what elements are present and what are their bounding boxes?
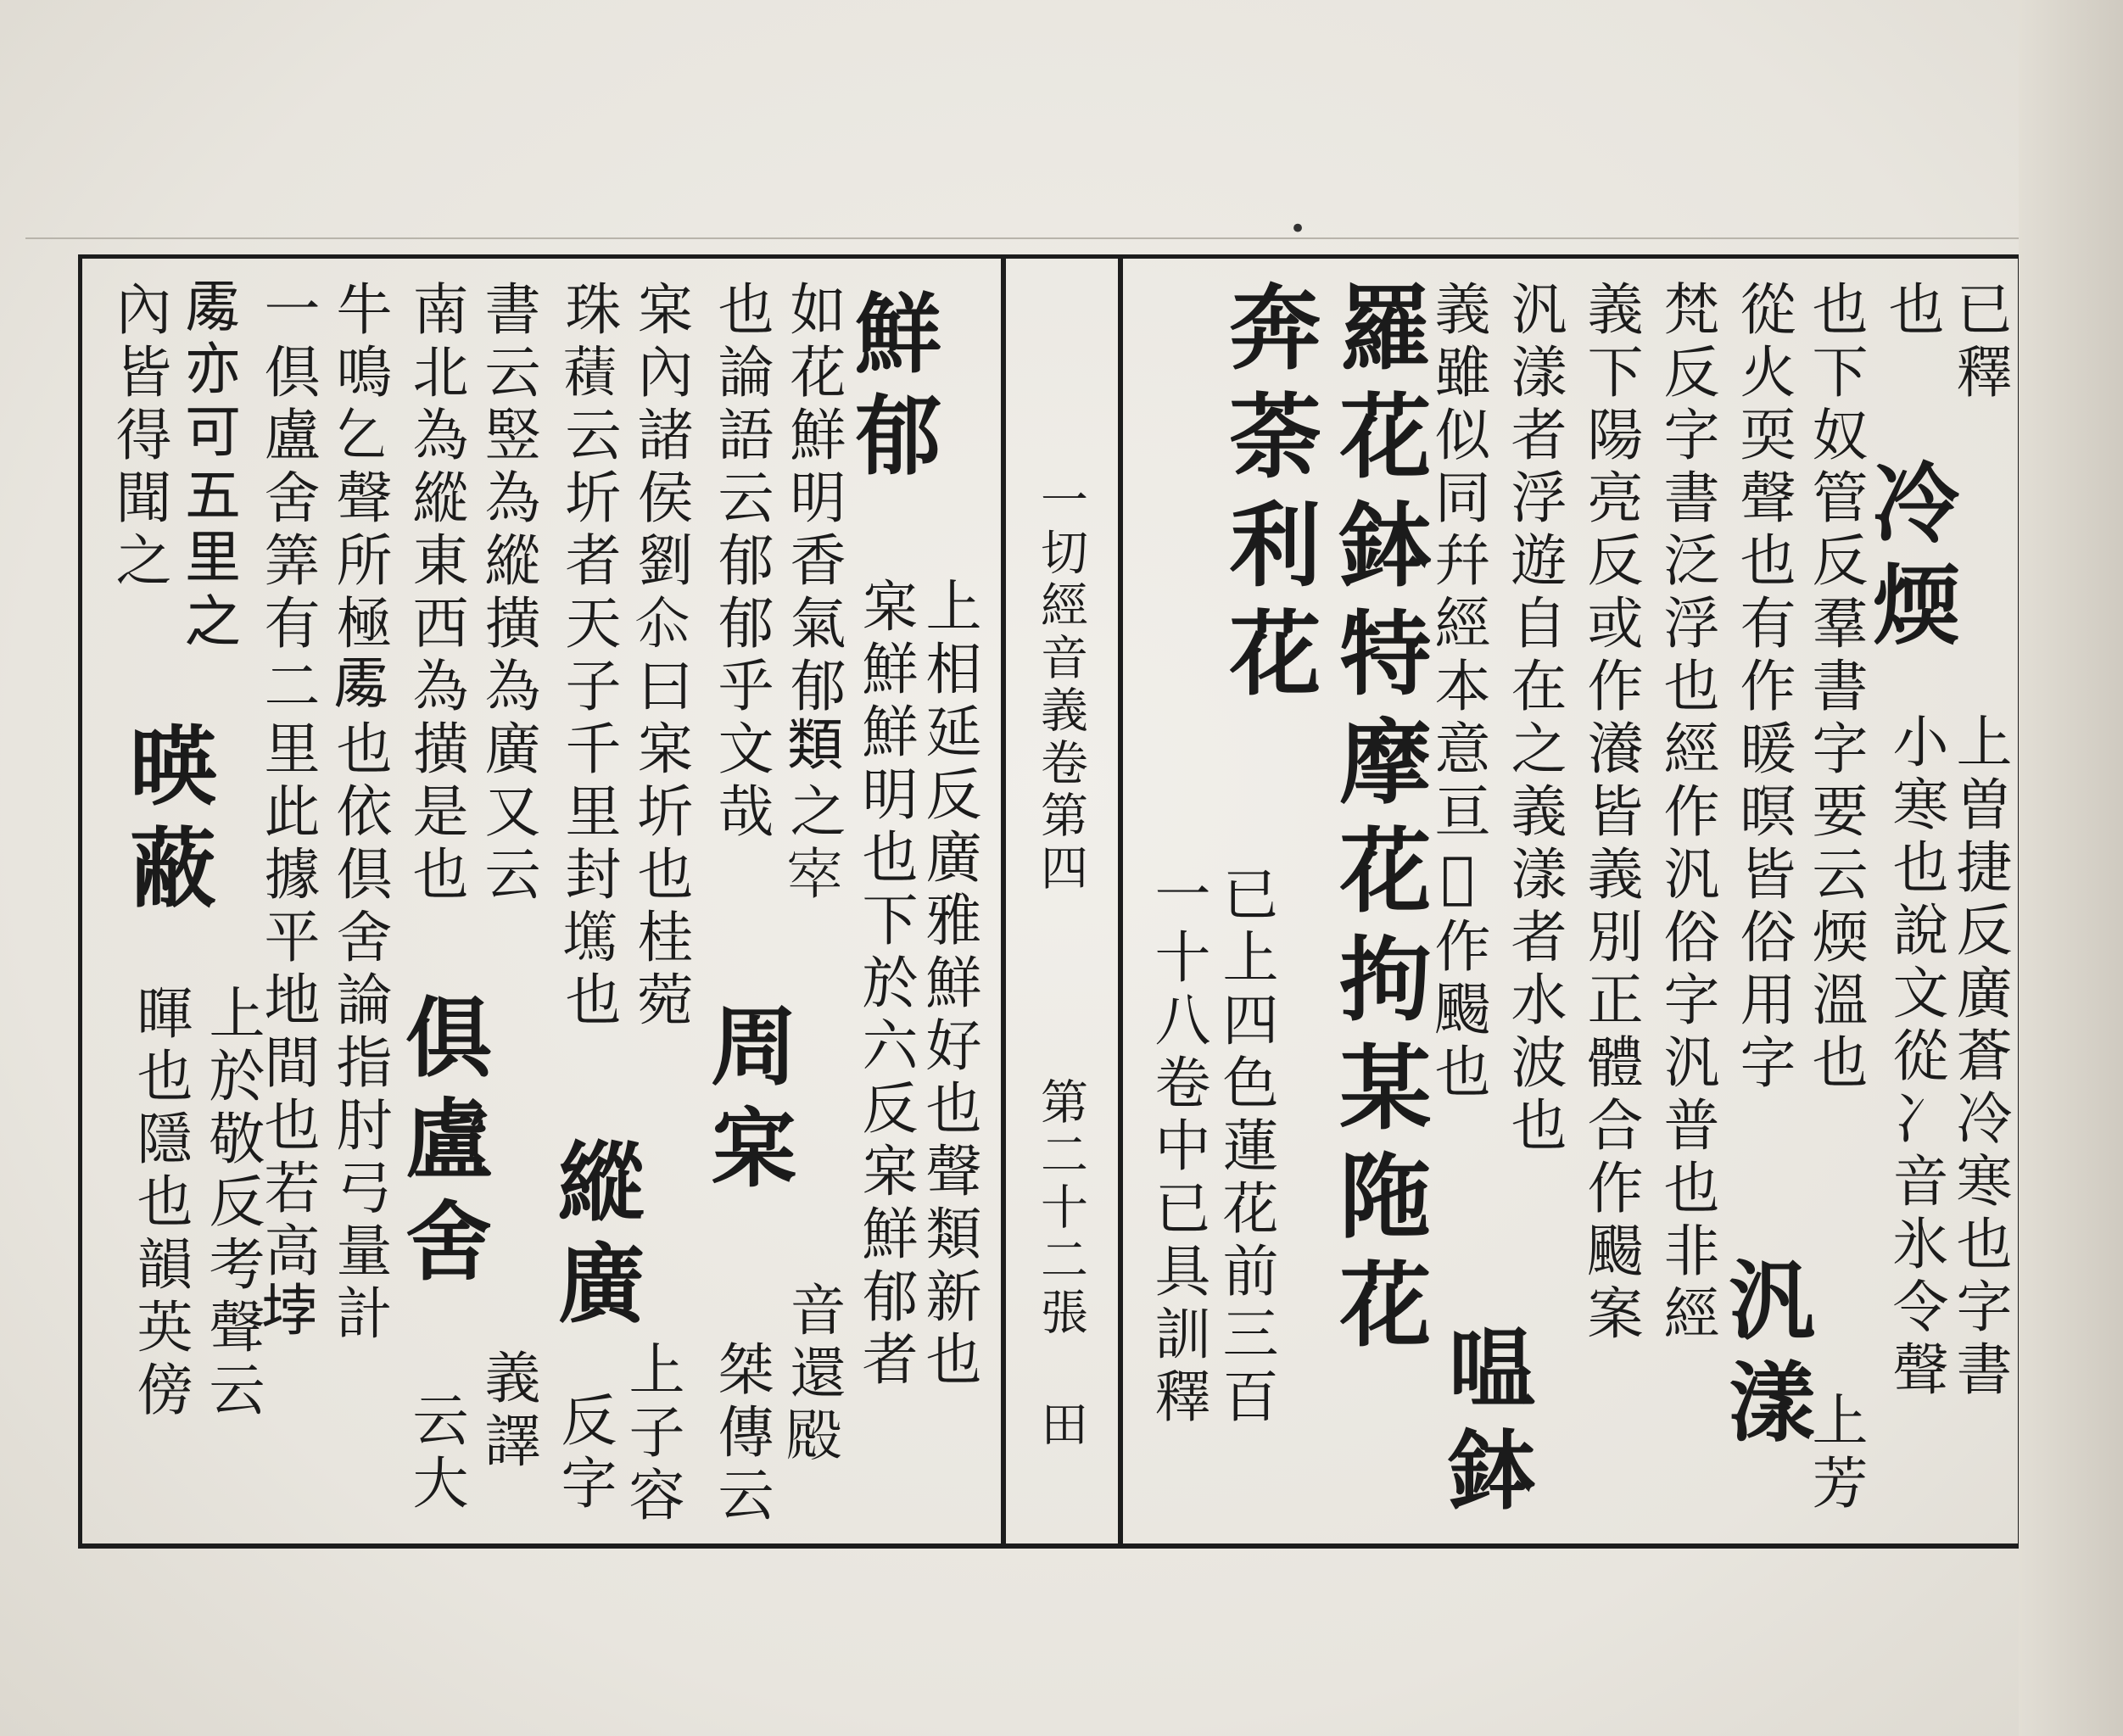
text-column: 音還𣪍: [780, 1281, 846, 1469]
text-column: 桀傳云: [708, 1340, 774, 1528]
volume-title: 一切經音義卷第四: [1033, 475, 1088, 896]
text-column: 已釋: [1947, 280, 2012, 405]
leaf-number: 第二十二張: [1033, 1077, 1088, 1340]
text-column: 義雖似同幷經本意亘𢾾作颺也: [1425, 280, 1490, 1105]
text-column: 義譯: [475, 1348, 540, 1474]
text-column: 小寒也說文從冫音氷令聲: [1883, 712, 1948, 1403]
headword: 奔荼利花: [1214, 280, 1321, 714]
text-column: 內皆得聞之: [106, 280, 171, 594]
text-column: 梵反字書泛浮也經作汎俗字汎普也非經: [1654, 280, 1719, 1347]
headword: 冷煗: [1858, 458, 1960, 661]
leaf-mark: 田: [1033, 1399, 1088, 1452]
text-column: 𠁅亦可五里之: [178, 280, 243, 656]
headword: 羅花鉢特摩花拘某陁花: [1324, 280, 1431, 1365]
center-column-right-rule: [1118, 254, 1123, 1548]
text-column: 從火耎聲也有作暖暝皆俗用字: [1730, 280, 1796, 1096]
headword: 縱廣: [544, 1136, 645, 1340]
page-fold-line: [25, 237, 2078, 239]
text-column: 已上四色蓮花前三百: [1213, 865, 1278, 1430]
headword: 俱盧舍: [391, 992, 493, 1298]
text-column: 云大: [403, 1391, 468, 1516]
text-column: 也下奴管反羣書字要云煗溫也: [1802, 280, 1868, 1096]
text-column: 暉也隱也韻英傍: [127, 984, 193, 1423]
text-column: 上相延反廣雅鮮好也聲類新也: [916, 577, 981, 1393]
text-column: 也論語云郁郁乎文哉: [708, 280, 774, 845]
text-column: 一倶盧舍筭有二里此據平地間也若高𡋯: [254, 280, 320, 1347]
text-column: 上子容: [619, 1340, 684, 1528]
text-column: 上芳: [1802, 1391, 1868, 1516]
headword: 周宲: [696, 1001, 798, 1204]
headword: 嗢鉢: [1434, 1323, 1536, 1527]
text-column: 上於敬反考聲云: [199, 984, 265, 1423]
text-column: 珠𧂐云圻者天子千里封𡓞也: [556, 280, 621, 1033]
text-column: 書云竪為縱撗為廣又云: [475, 280, 540, 907]
ink-spot: •: [1289, 212, 1307, 246]
text-column: 也: [1879, 280, 1944, 343]
text-column: 南北為縱東西為撗是也: [403, 280, 468, 907]
text-column: 一十八卷中已具訓釋: [1145, 865, 1210, 1430]
center-column-left-rule: [1001, 254, 1006, 1548]
headword: 暎蔽: [115, 721, 217, 924]
text-column: 上曽捷反廣蒼冷寒也字書: [1947, 712, 2012, 1403]
text-column: 牛鳴𠃉聲所極𠁅也依倶舍論指肘弓量計: [327, 280, 392, 1347]
text-column: 義下陽亮反或作瀁皆義別正體合作颺案: [1578, 280, 1643, 1347]
text-column: 汎漾者浮遊自在之義漾者水波也: [1501, 280, 1567, 1158]
text-column: 宲內諸侯劉𠇍曰宲圻也桂菀: [628, 280, 693, 1033]
bottom-border-rule: [78, 1543, 2022, 1549]
text-column: 如花鮮明香氣郁𩔖之𡨧: [780, 280, 846, 907]
text-column: 宲鮮鮮明也下於六反宲鮮郁者: [852, 577, 918, 1393]
text-column: 反字: [551, 1391, 617, 1516]
headword: 鮮郁: [841, 288, 942, 492]
headword: 汎漾: [1714, 1255, 1816, 1459]
page-edge-strip: [2019, 0, 2123, 1736]
